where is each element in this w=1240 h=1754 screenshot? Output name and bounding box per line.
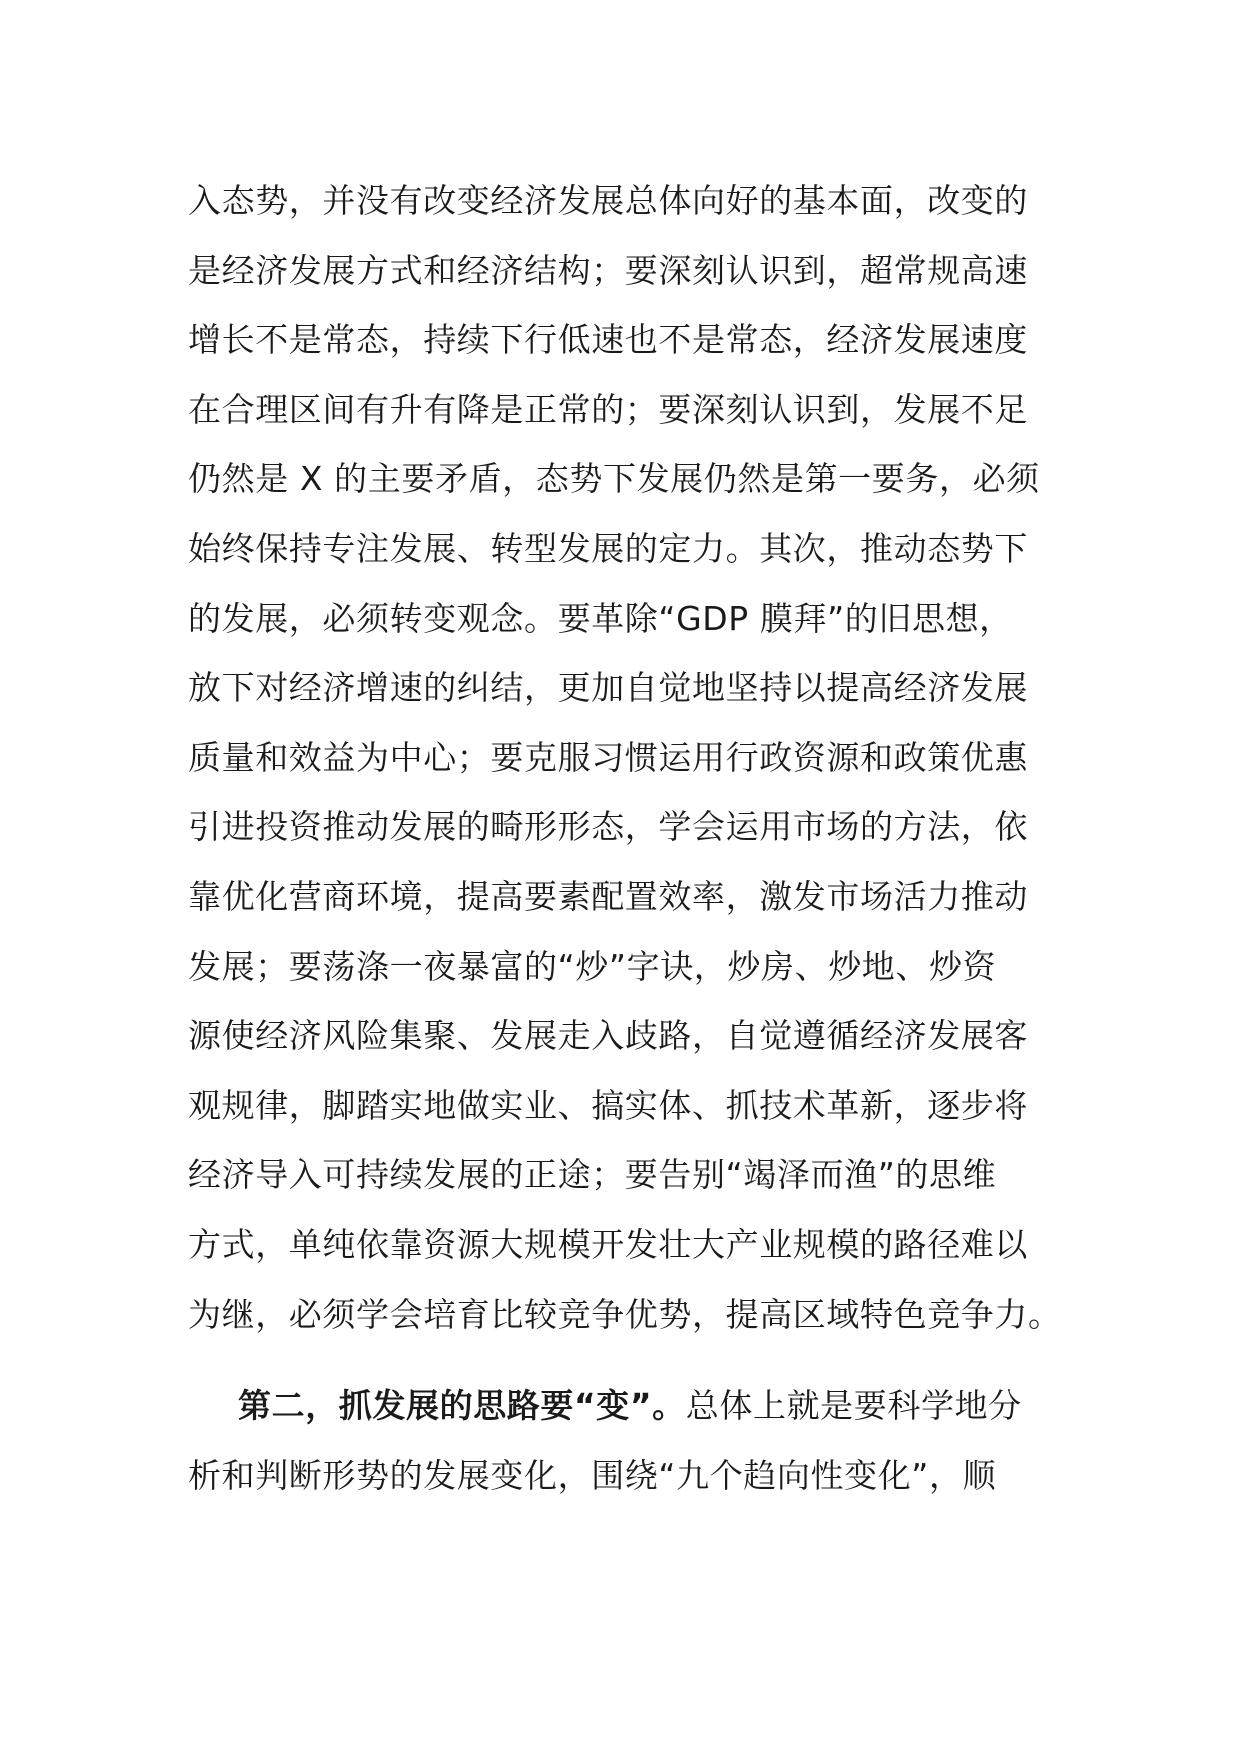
text-line: 发展；要荡涤一夜暴富的“炒”字诀，炒房、炒地、炒资	[188, 946, 997, 986]
text-line: 观规律，脚踏实地做实业、搞实体、抓技术革新，逐步将	[188, 1085, 1028, 1125]
text-line: 仍然是 X 的主要矛盾，态势下发展仍然是第一要务，必须	[188, 459, 1040, 499]
text-line: 析和判断形势的发展变化，围绕“九个趋向性变化”，顺	[188, 1455, 997, 1495]
paragraph-spacing	[188, 1349, 1068, 1371]
text-line: 引进投资推动发展的畸形形态，学会运用市场的方法，依	[188, 807, 1028, 847]
text-line: 为继，必须学会培育比较竞争优势，提高区域特色竞争力。	[188, 1294, 1062, 1334]
text-line: 入态势，并没有改变经济发展总体向好的基本面，改变的	[188, 181, 1028, 220]
text-line: 的发展，必须转变观念。要革除“GDP 膜拜”的旧思想，	[188, 598, 1013, 638]
section-heading: 第二，抓发展的思路要“变”。	[238, 1386, 686, 1426]
text-line: 是经济发展方式和经济结构；要深刻认识到，超常规高速	[188, 250, 1028, 290]
text-line: 放下对经济增速的纠结，更加自觉地坚持以提高经济发展	[188, 668, 1028, 708]
text-line: 质量和效益为中心；要克服习惯运用行政资源和政策优惠	[188, 737, 1028, 777]
section-intro-text: 总体上就是要科学地分	[685, 1386, 1022, 1426]
text-line: 始终保持专注发展、转型发展的定力。其次，推动态势下	[188, 528, 1028, 568]
text-line: 源使经济风险集聚、发展走入歧路，自觉遵循经济发展客	[188, 1016, 1028, 1056]
text-line: 在合理区间有升有降是正常的；要深刻认识到，发展不足	[188, 389, 1028, 429]
text-line: 靠优化营商环境，提高要素配置效率，激发市场活力推动	[188, 876, 1028, 916]
paragraph-1	[188, 166, 1068, 1349]
text-line: 增长不是常态，持续下行低速也不是常态，经济发展速度	[188, 320, 1028, 360]
text-line: 经济导入可持续发展的正途；要告别“竭泽而渔”的思维	[188, 1155, 997, 1195]
body-text	[188, 166, 1068, 1510]
text-line: 方式，单纯依靠资源大规模开发壮大产业规模的路径难以	[188, 1224, 1028, 1264]
text-line	[188, 1371, 1068, 1441]
paragraph-2	[188, 1371, 1068, 1510]
